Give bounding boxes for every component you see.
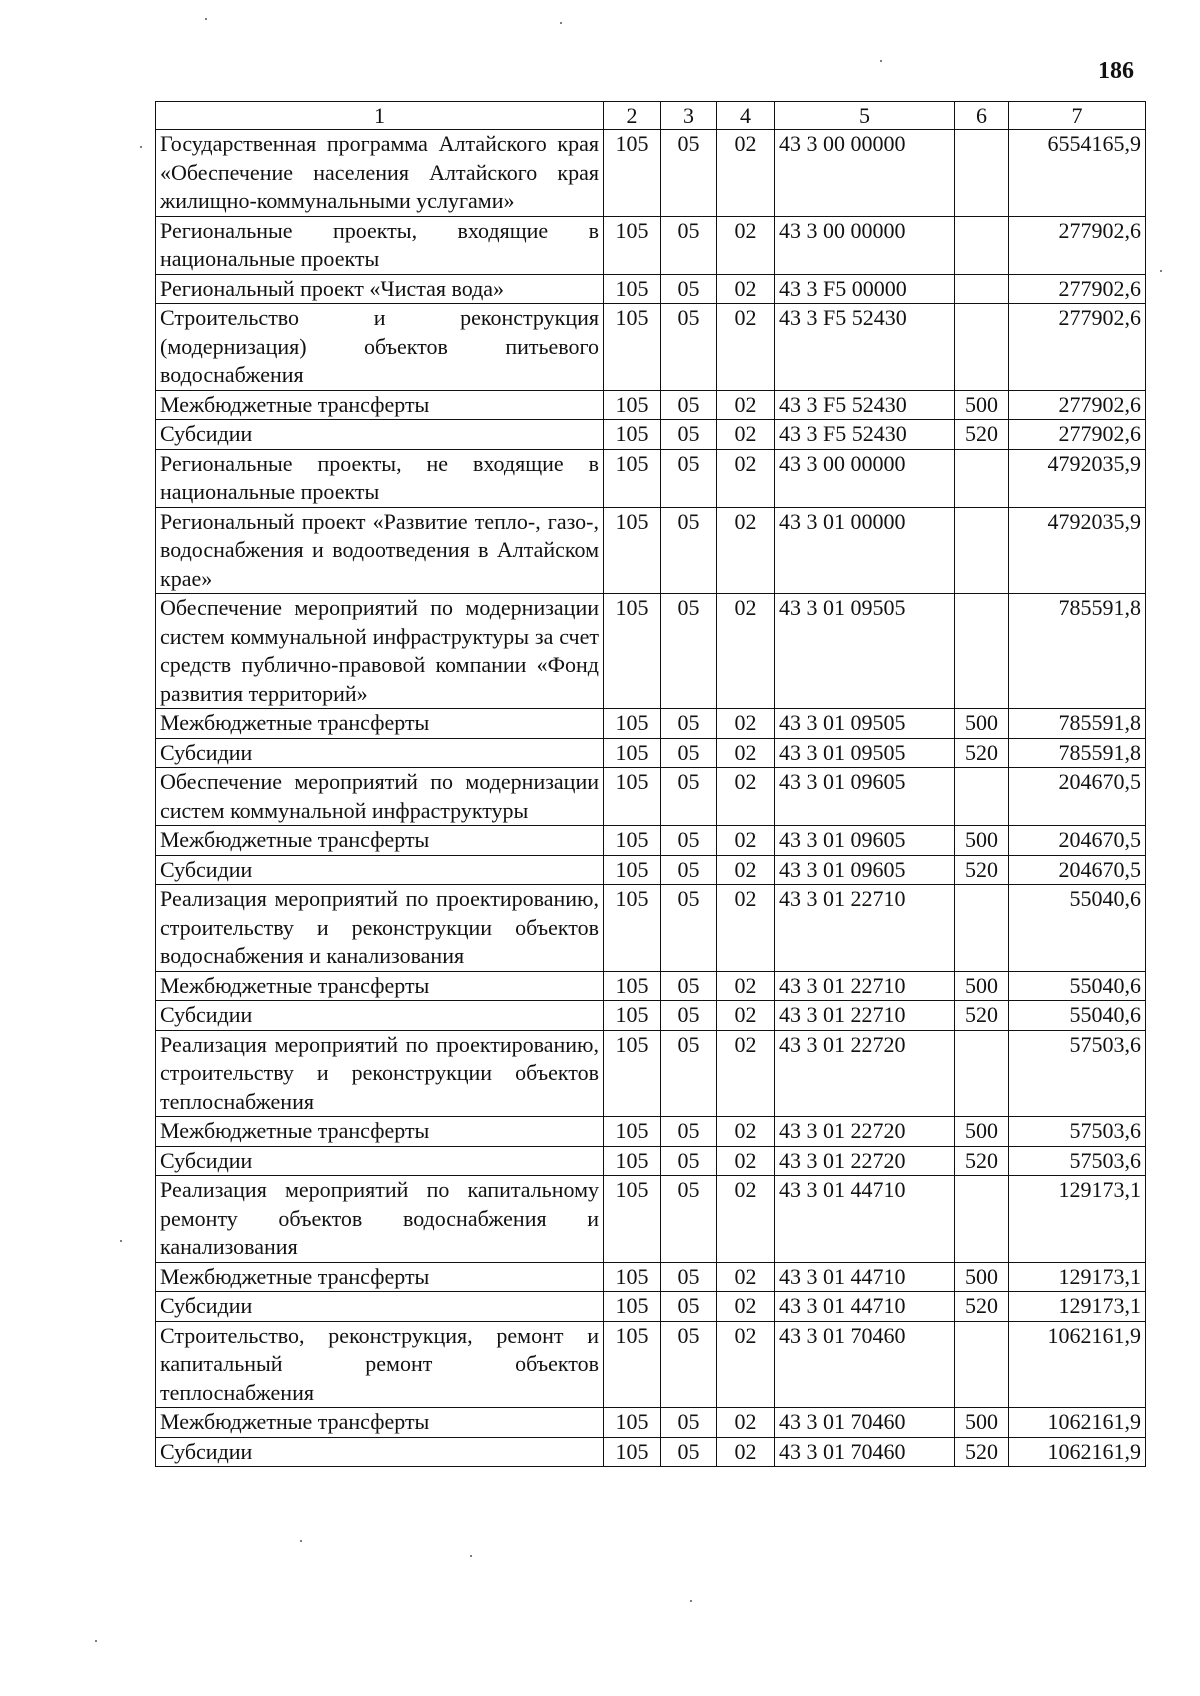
column-3-cell: 05 [661, 885, 717, 972]
column-5-cell: 43 3 00 00000 [775, 216, 955, 274]
column-6-cell [955, 1176, 1009, 1263]
column-2-cell: 105 [604, 1146, 661, 1176]
table-row [156, 594, 1146, 709]
table-row [156, 1437, 1146, 1467]
column-5-cell: 43 3 01 22720 [775, 1146, 955, 1176]
scan-speck [140, 146, 142, 148]
header-cell-6: 6 [955, 102, 1009, 130]
column-2-cell: 105 [604, 885, 661, 972]
row-name-cell: Субсидии [156, 1146, 604, 1176]
column-7-cell: 204670,5 [1009, 855, 1146, 885]
column-7-cell: 785591,8 [1009, 738, 1146, 768]
column-6-cell: 500 [955, 1408, 1009, 1438]
column-3-cell: 05 [661, 449, 717, 507]
column-5-cell: 43 3 01 44710 [775, 1292, 955, 1322]
table-row [156, 1176, 1146, 1263]
column-7-cell: 6554165,9 [1009, 130, 1146, 217]
table-row [156, 449, 1146, 507]
scan-speck [300, 1540, 302, 1542]
column-5-cell: 43 3 01 70460 [775, 1321, 955, 1408]
column-3-cell: 05 [661, 1176, 717, 1263]
column-6-cell [955, 274, 1009, 304]
column-3-cell: 05 [661, 768, 717, 826]
column-2-cell: 105 [604, 1262, 661, 1292]
table-row [156, 390, 1146, 420]
table-row [156, 1321, 1146, 1408]
scan-speck [95, 1640, 97, 1642]
row-name-cell: Реализация мероприятий по проектированию, строительству и реконструкции объектов водоснабжения и канализования [156, 885, 604, 972]
column-4-cell: 02 [717, 507, 775, 594]
column-6-cell: 520 [955, 738, 1009, 768]
row-name-cell: Субсидии [156, 1001, 604, 1031]
table-row [156, 855, 1146, 885]
column-7-cell: 1062161,9 [1009, 1408, 1146, 1438]
column-3-cell: 05 [661, 274, 717, 304]
column-2-cell: 105 [604, 826, 661, 856]
column-6-cell: 500 [955, 1117, 1009, 1147]
column-5-cell: 43 3 01 44710 [775, 1262, 955, 1292]
column-6-cell: 520 [955, 1437, 1009, 1467]
column-3-cell: 05 [661, 1321, 717, 1408]
column-4-cell: 02 [717, 390, 775, 420]
column-6-cell: 520 [955, 855, 1009, 885]
scan-speck [470, 1555, 472, 1557]
column-4-cell: 02 [717, 1117, 775, 1147]
row-name-cell: Субсидии [156, 1437, 604, 1467]
column-5-cell: 43 3 F5 52430 [775, 390, 955, 420]
column-6-cell [955, 216, 1009, 274]
table-row [156, 304, 1146, 391]
column-5-cell: 43 3 01 00000 [775, 507, 955, 594]
column-7-cell: 204670,5 [1009, 826, 1146, 856]
column-4-cell: 02 [717, 1030, 775, 1117]
row-name-cell: Субсидии [156, 420, 604, 450]
column-5-cell: 43 3 01 22710 [775, 971, 955, 1001]
column-6-cell: 500 [955, 390, 1009, 420]
column-5-cell: 43 3 01 09605 [775, 768, 955, 826]
table-row [156, 971, 1146, 1001]
column-6-cell: 520 [955, 1001, 1009, 1031]
row-name-cell: Региональные проекты, входящие в национальные проекты [156, 216, 604, 274]
column-4-cell: 02 [717, 130, 775, 217]
table-row [156, 1292, 1146, 1322]
table-row [156, 1408, 1146, 1438]
column-5-cell: 43 3 00 00000 [775, 449, 955, 507]
column-2-cell: 105 [604, 1001, 661, 1031]
column-2-cell: 105 [604, 449, 661, 507]
column-6-cell [955, 1030, 1009, 1117]
column-2-cell: 105 [604, 1030, 661, 1117]
table-row [156, 768, 1146, 826]
row-name-cell: Региональные проекты, не входящие в национальные проекты [156, 449, 604, 507]
column-6-cell [955, 507, 1009, 594]
budget-table [155, 101, 1146, 1467]
table-row [156, 216, 1146, 274]
column-6-cell [955, 768, 1009, 826]
column-4-cell: 02 [717, 1176, 775, 1263]
column-3-cell: 05 [661, 709, 717, 739]
column-6-cell [955, 885, 1009, 972]
column-7-cell: 57503,6 [1009, 1030, 1146, 1117]
column-7-cell: 129173,1 [1009, 1176, 1146, 1263]
scan-speck [880, 60, 882, 62]
column-7-cell: 55040,6 [1009, 1001, 1146, 1031]
column-7-cell: 1062161,9 [1009, 1437, 1146, 1467]
row-name-cell: Межбюджетные трансферты [156, 1117, 604, 1147]
table-header [156, 102, 1146, 130]
column-4-cell: 02 [717, 1408, 775, 1438]
row-name-cell: Межбюджетные трансферты [156, 709, 604, 739]
column-5-cell: 43 3 F5 00000 [775, 274, 955, 304]
column-6-cell [955, 1321, 1009, 1408]
column-7-cell: 55040,6 [1009, 885, 1146, 972]
column-7-cell: 277902,6 [1009, 274, 1146, 304]
column-2-cell: 105 [604, 420, 661, 450]
page-number: 186 [1098, 58, 1134, 84]
column-7-cell: 1062161,9 [1009, 1321, 1146, 1408]
table-row [156, 1146, 1146, 1176]
column-6-cell [955, 130, 1009, 217]
column-4-cell: 02 [717, 826, 775, 856]
column-6-cell: 520 [955, 420, 1009, 450]
row-name-cell: Субсидии [156, 1292, 604, 1322]
table-row [156, 1001, 1146, 1031]
column-7-cell: 204670,5 [1009, 768, 1146, 826]
column-5-cell: 43 3 01 09605 [775, 826, 955, 856]
table-row [156, 507, 1146, 594]
column-5-cell: 43 3 01 09505 [775, 594, 955, 709]
table-row [156, 1117, 1146, 1147]
row-name-cell: Строительство и реконструкция (модернизация) объектов питьевого водоснабжения [156, 304, 604, 391]
column-6-cell [955, 304, 1009, 391]
column-2-cell: 105 [604, 768, 661, 826]
column-4-cell: 02 [717, 1292, 775, 1322]
column-2-cell: 105 [604, 130, 661, 217]
column-7-cell: 785591,8 [1009, 594, 1146, 709]
column-5-cell: 43 3 01 22710 [775, 885, 955, 972]
table-row [156, 274, 1146, 304]
column-4-cell: 02 [717, 738, 775, 768]
column-5-cell: 43 3 00 00000 [775, 130, 955, 217]
table-row [156, 738, 1146, 768]
column-3-cell: 05 [661, 304, 717, 391]
column-4-cell: 02 [717, 1262, 775, 1292]
column-2-cell: 105 [604, 1437, 661, 1467]
column-5-cell: 43 3 01 70460 [775, 1408, 955, 1438]
column-6-cell: 500 [955, 1262, 1009, 1292]
column-4-cell: 02 [717, 1321, 775, 1408]
header-cell-3: 3 [661, 102, 717, 130]
column-4-cell: 02 [717, 594, 775, 709]
scan-speck [1160, 270, 1162, 272]
table-row [156, 1030, 1146, 1117]
column-4-cell: 02 [717, 216, 775, 274]
column-6-cell: 500 [955, 709, 1009, 739]
column-7-cell: 785591,8 [1009, 709, 1146, 739]
column-4-cell: 02 [717, 709, 775, 739]
column-4-cell: 02 [717, 274, 775, 304]
column-5-cell: 43 3 01 22720 [775, 1030, 955, 1117]
column-5-cell: 43 3 01 09605 [775, 855, 955, 885]
column-2-cell: 105 [604, 216, 661, 274]
column-5-cell: 43 3 01 22720 [775, 1117, 955, 1147]
row-name-cell: Реализация мероприятий по проектированию, строительству и реконструкции объектов теплоснабжения [156, 1030, 604, 1117]
column-3-cell: 05 [661, 1001, 717, 1031]
column-3-cell: 05 [661, 826, 717, 856]
column-4-cell: 02 [717, 420, 775, 450]
column-7-cell: 4792035,9 [1009, 449, 1146, 507]
column-3-cell: 05 [661, 1437, 717, 1467]
column-2-cell: 105 [604, 507, 661, 594]
column-2-cell: 105 [604, 855, 661, 885]
row-name-cell: Обеспечение мероприятий по модернизации систем коммунальной инфраструктуры [156, 768, 604, 826]
column-3-cell: 05 [661, 594, 717, 709]
row-name-cell: Реализация мероприятий по капитальному ремонту объектов водоснабжения и канализования [156, 1176, 604, 1263]
column-3-cell: 05 [661, 1030, 717, 1117]
header-cell-5: 5 [775, 102, 955, 130]
column-3-cell: 05 [661, 1146, 717, 1176]
column-3-cell: 05 [661, 855, 717, 885]
column-7-cell: 129173,1 [1009, 1292, 1146, 1322]
column-2-cell: 105 [604, 390, 661, 420]
column-3-cell: 05 [661, 1408, 717, 1438]
column-5-cell: 43 3 01 09505 [775, 738, 955, 768]
column-4-cell: 02 [717, 304, 775, 391]
column-3-cell: 05 [661, 390, 717, 420]
row-name-cell: Межбюджетные трансферты [156, 390, 604, 420]
scan-speck [120, 1240, 122, 1242]
column-6-cell [955, 449, 1009, 507]
row-name-cell: Межбюджетные трансферты [156, 971, 604, 1001]
column-7-cell: 57503,6 [1009, 1146, 1146, 1176]
column-2-cell: 105 [604, 1321, 661, 1408]
column-4-cell: 02 [717, 1437, 775, 1467]
column-2-cell: 105 [604, 304, 661, 391]
row-name-cell: Обеспечение мероприятий по модернизации систем коммунальной инфраструктуры за счет средств публично-правовой компании «Фонд развития территорий» [156, 594, 604, 709]
column-6-cell: 500 [955, 971, 1009, 1001]
table-row [156, 826, 1146, 856]
column-2-cell: 105 [604, 1176, 661, 1263]
column-7-cell: 277902,6 [1009, 304, 1146, 391]
column-4-cell: 02 [717, 449, 775, 507]
column-4-cell: 02 [717, 1146, 775, 1176]
scan-speck [560, 22, 562, 24]
column-3-cell: 05 [661, 1262, 717, 1292]
header-cell-7: 7 [1009, 102, 1146, 130]
row-name-cell: Субсидии [156, 738, 604, 768]
column-6-cell [955, 594, 1009, 709]
column-5-cell: 43 3 F5 52430 [775, 304, 955, 391]
column-6-cell: 500 [955, 826, 1009, 856]
column-3-cell: 05 [661, 507, 717, 594]
column-2-cell: 105 [604, 274, 661, 304]
column-3-cell: 05 [661, 971, 717, 1001]
column-7-cell: 55040,6 [1009, 971, 1146, 1001]
row-name-cell: Межбюджетные трансферты [156, 1262, 604, 1292]
column-2-cell: 105 [604, 709, 661, 739]
column-4-cell: 02 [717, 855, 775, 885]
column-5-cell: 43 3 F5 52430 [775, 420, 955, 450]
row-name-cell: Государственная программа Алтайского края «Обеспечение населения Алтайского края жилищно-коммунальными услугами» [156, 130, 604, 217]
table-row [156, 709, 1146, 739]
column-6-cell: 520 [955, 1292, 1009, 1322]
header-row [156, 102, 1146, 130]
column-4-cell: 02 [717, 885, 775, 972]
table-row [156, 420, 1146, 450]
column-3-cell: 05 [661, 1117, 717, 1147]
column-2-cell: 105 [604, 1408, 661, 1438]
column-5-cell: 43 3 01 70460 [775, 1437, 955, 1467]
column-3-cell: 05 [661, 216, 717, 274]
column-6-cell: 520 [955, 1146, 1009, 1176]
column-2-cell: 105 [604, 738, 661, 768]
header-cell-2: 2 [604, 102, 661, 130]
column-7-cell: 4792035,9 [1009, 507, 1146, 594]
table-row [156, 885, 1146, 972]
row-name-cell: Межбюджетные трансферты [156, 826, 604, 856]
column-7-cell: 129173,1 [1009, 1262, 1146, 1292]
row-name-cell: Межбюджетные трансферты [156, 1408, 604, 1438]
row-name-cell: Региональный проект «Развитие тепло-, газо-, водоснабжения и водоотведения в Алтайском крае» [156, 507, 604, 594]
column-3-cell: 05 [661, 130, 717, 217]
table-body [156, 130, 1146, 1467]
column-2-cell: 105 [604, 1117, 661, 1147]
row-name-cell: Строительство, реконструкция, ремонт и капитальный ремонт объектов теплоснабжения [156, 1321, 604, 1408]
column-5-cell: 43 3 01 44710 [775, 1176, 955, 1263]
column-3-cell: 05 [661, 1292, 717, 1322]
column-2-cell: 105 [604, 971, 661, 1001]
scan-speck [205, 18, 207, 20]
column-2-cell: 105 [604, 594, 661, 709]
row-name-cell: Субсидии [156, 855, 604, 885]
column-5-cell: 43 3 01 22710 [775, 1001, 955, 1031]
column-3-cell: 05 [661, 420, 717, 450]
column-2-cell: 105 [604, 1292, 661, 1322]
header-cell-4: 4 [717, 102, 775, 130]
column-4-cell: 02 [717, 768, 775, 826]
column-3-cell: 05 [661, 738, 717, 768]
scan-speck [690, 1600, 692, 1602]
row-name-cell: Региональный проект «Чистая вода» [156, 274, 604, 304]
column-7-cell: 277902,6 [1009, 420, 1146, 450]
table-row [156, 130, 1146, 217]
column-7-cell: 277902,6 [1009, 216, 1146, 274]
header-cell-1: 1 [156, 102, 604, 130]
column-7-cell: 57503,6 [1009, 1117, 1146, 1147]
column-4-cell: 02 [717, 971, 775, 1001]
column-7-cell: 277902,6 [1009, 390, 1146, 420]
table-row [156, 1262, 1146, 1292]
column-4-cell: 02 [717, 1001, 775, 1031]
column-5-cell: 43 3 01 09505 [775, 709, 955, 739]
